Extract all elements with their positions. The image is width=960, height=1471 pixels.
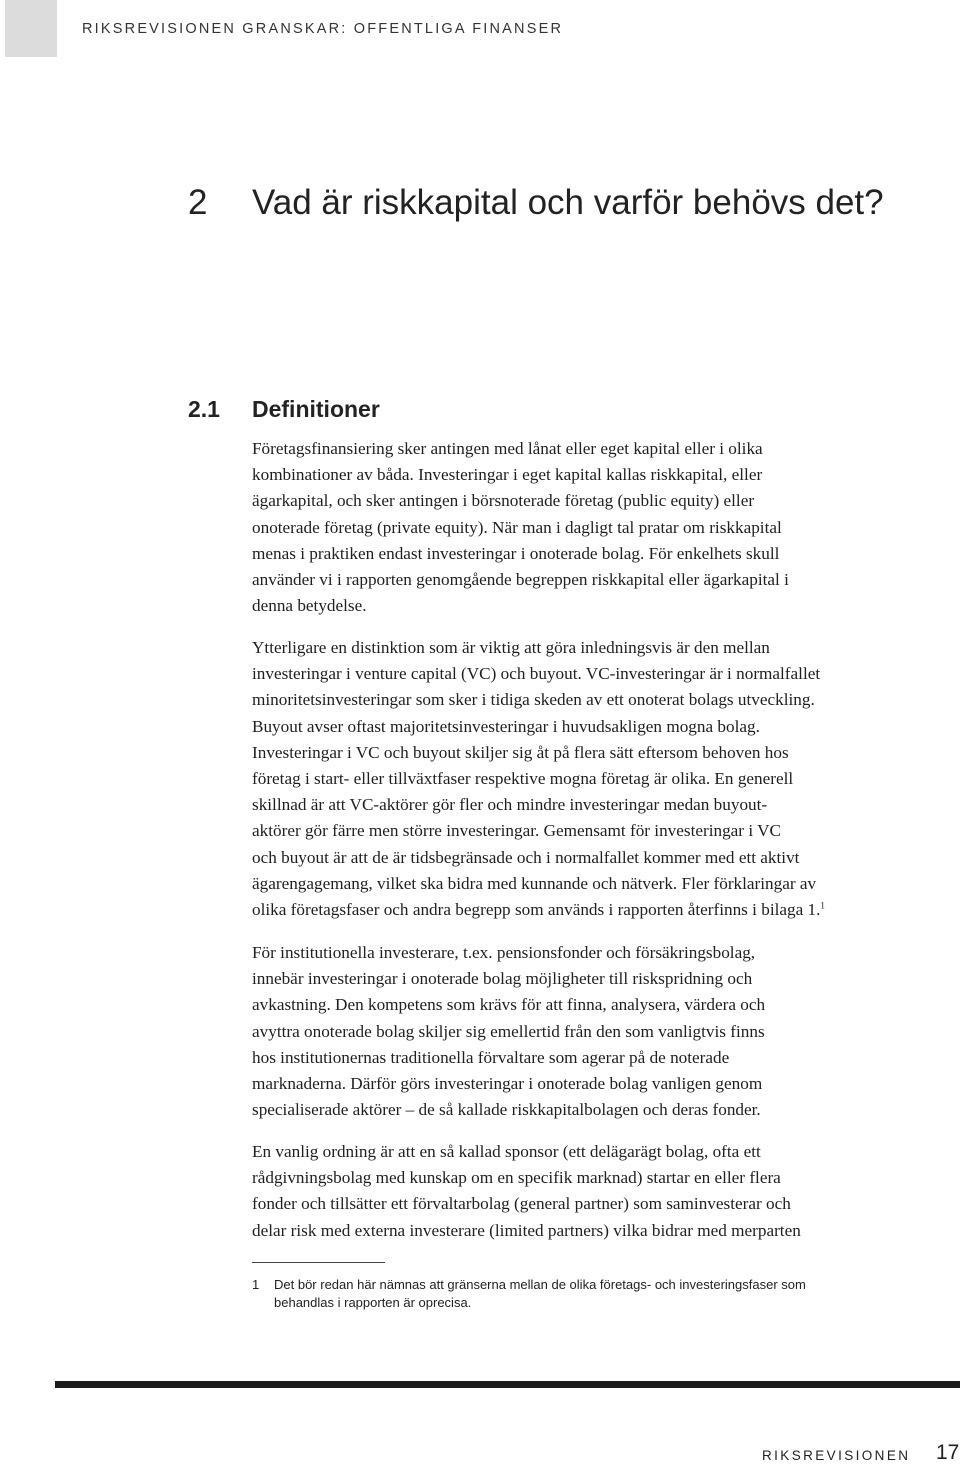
page-number: 17	[936, 1441, 960, 1464]
corner-tab	[5, 0, 57, 57]
text-line: Ytterligare en distinktion som är viktig att göra inledningsvis är den mellan	[252, 638, 770, 657]
text-line: använder vi i rapporten genomgående begreppen riskkapital eller ägarkapital i	[252, 570, 789, 590]
text-line: Företagsfinansiering sker antingen med lånat eller eget kapital eller i olika	[252, 439, 763, 458]
text-line: och buyout är att de är tidsbegränsade och i normalfallet kommer med ett aktivt	[252, 847, 800, 867]
section-number: 2.1	[188, 396, 220, 422]
section-title: Definitioner	[252, 396, 380, 422]
text-line: avkastning. Den kompetens som krävs för att finna, analysera, värdera och	[252, 995, 766, 1015]
footer-rule	[55, 1381, 960, 1388]
text-line: minoritetsinvesteringar som sker i tidiga skeden av ett onoterat bolags utveckling.	[252, 690, 815, 710]
text-line-with-footnote	[252, 897, 892, 923]
running-header: RIKSREVISIONEN GRANSKAR: OFFENTLIGA FINANSER	[82, 21, 564, 37]
text-line: fonder och tillsätter ett förvaltarbolag (general partner) som saminvesterar och	[252, 1194, 791, 1214]
text-line: kombinationer av båda. Investeringar i eget kapital kallas riskkapital, eller	[252, 465, 763, 485]
text-line: specialiserade aktörer – de så kallade riskkapitalbolagen och deras fonder.	[252, 1100, 761, 1120]
footnote-number: 1	[252, 1277, 260, 1292]
chapter-heading	[188, 180, 884, 226]
section-heading	[188, 394, 380, 424]
paragraph-vc-buyout	[252, 635, 892, 923]
text-line: För institutionella investerare, t.ex. pensionsfonder och försäkringsbolag,	[252, 943, 756, 962]
text-line: investeringar i venture capital (VC) och buyout. VC-investeringar är i normalfallet	[252, 664, 821, 684]
text-line: aktörer gör färre men större investeringar. Gemensamt för investeringar i VC	[252, 821, 781, 841]
text-line: olika företagsfaser och andra begrepp som används i rapporten återfinns i bilaga 1.	[252, 900, 821, 920]
footnote-text	[274, 1276, 806, 1312]
text-line: ägarkapital, och sker antingen i börsnoterade företag (public equity) eller	[252, 491, 755, 511]
text-line: skillnad är att VC-aktörer gör fler och mindre investeringar medan buyout-	[252, 795, 768, 815]
text-line: ägarengagemang, vilket ska bidra med kunnande och nätverk. Fler förklaringar av	[252, 873, 817, 893]
chapter-title: Vad är riskkapital och varför behövs det?	[252, 183, 884, 222]
footnote-divider	[252, 1262, 385, 1263]
text-line: marknaderna. Därför görs investeringar i onoterade bolag vanligen genom	[252, 1074, 763, 1094]
text-line: avyttra onoterade bolag skiljer sig emellertid från den som vanligtvis finns	[252, 1021, 765, 1041]
paragraph-definitions	[252, 436, 892, 619]
text-line: delar risk med externa investerare (limited partners) vilka bidrar med merparten	[252, 1220, 801, 1240]
paragraph-sponsor	[252, 1139, 892, 1244]
chapter-number: 2	[188, 183, 208, 222]
text-line: onoterade företag (private equity). När man i dagligt tal pratar om riskkapital	[252, 517, 782, 537]
footer-publisher: RIKSREVISIONEN	[762, 1448, 911, 1463]
footnote-reference[interactable]: 1	[820, 900, 825, 911]
text-line: rådgivningsbolag med kunskap om en specifik marknad) startar en eller flera	[252, 1168, 781, 1188]
paragraph-institutional-investors	[252, 940, 892, 1123]
text-line: Buyout avser oftast majoritetsinvesteringar i huvudsakligen mogna bolag.	[252, 716, 760, 736]
text-line: innebär investeringar i onoterade bolag möjligheter till riskspridning och	[252, 969, 753, 989]
text-line: En vanlig ordning är att en så kallad sponsor (ett delägarägt bolag, ofta ett	[252, 1142, 761, 1161]
text-line: företag i start- eller tillväxtfaser respektive mogna företag är olika. En generell	[252, 769, 794, 789]
text-line: Investeringar i VC och buyout skiljer sig åt på flera sätt eftersom behoven hos	[252, 742, 789, 762]
text-line: menas i praktiken endast investeringar i onoterade bolag. För enkelhets skull	[252, 543, 780, 563]
text-line: denna betydelse.	[252, 596, 367, 616]
footnote-line: behandlas i rapporten är oprecisa.	[274, 1295, 472, 1310]
text-line: hos institutionernas traditionella förvaltare som agerar på de noterade	[252, 1047, 730, 1067]
footnote-line: Det bör redan här nämnas att gränserna mellan de olika företags- och investeringsfaser som	[274, 1277, 806, 1292]
